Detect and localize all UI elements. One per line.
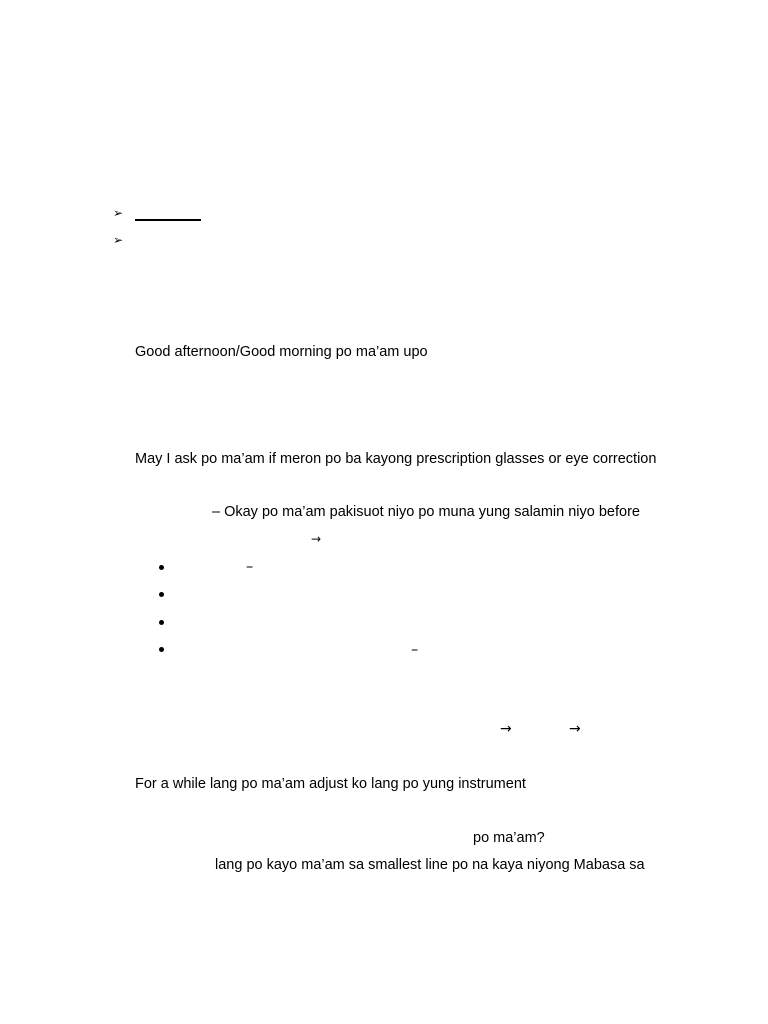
po-maam-line: po ma’am? [473, 830, 545, 846]
blank-underline [135, 219, 201, 221]
arrow-right-icon: → [500, 721, 512, 737]
greeting-line: Good afternoon/Good morning po ma’am upo [135, 344, 428, 360]
arrowhead-bullet-icon: ➢ [113, 233, 124, 247]
adjust-instrument-line: For a while lang po ma’am adjust ko lang po yung instrument [135, 776, 526, 792]
glasses-instruction-line: – Okay po ma’am pakisuot niyo po muna yung salamin niyo before [212, 504, 640, 520]
smallest-line-instruction: lang po kayo ma’am sa smallest line po na kaya niyong Mabasa sa [215, 857, 645, 873]
list-bullet [159, 565, 164, 570]
dash-mark: – [246, 559, 254, 575]
arrow-right-icon: → [569, 721, 581, 737]
dash-mark: – [411, 642, 419, 658]
list-bullet [159, 647, 164, 652]
arrowhead-bullet-icon: ➢ [113, 206, 124, 220]
list-bullet [159, 620, 164, 625]
prescription-question-line: May I ask po ma’am if meron po ba kayong prescription glasses or eye correction [135, 451, 657, 467]
list-bullet [159, 592, 164, 597]
arrow-right-icon: → [311, 532, 322, 546]
